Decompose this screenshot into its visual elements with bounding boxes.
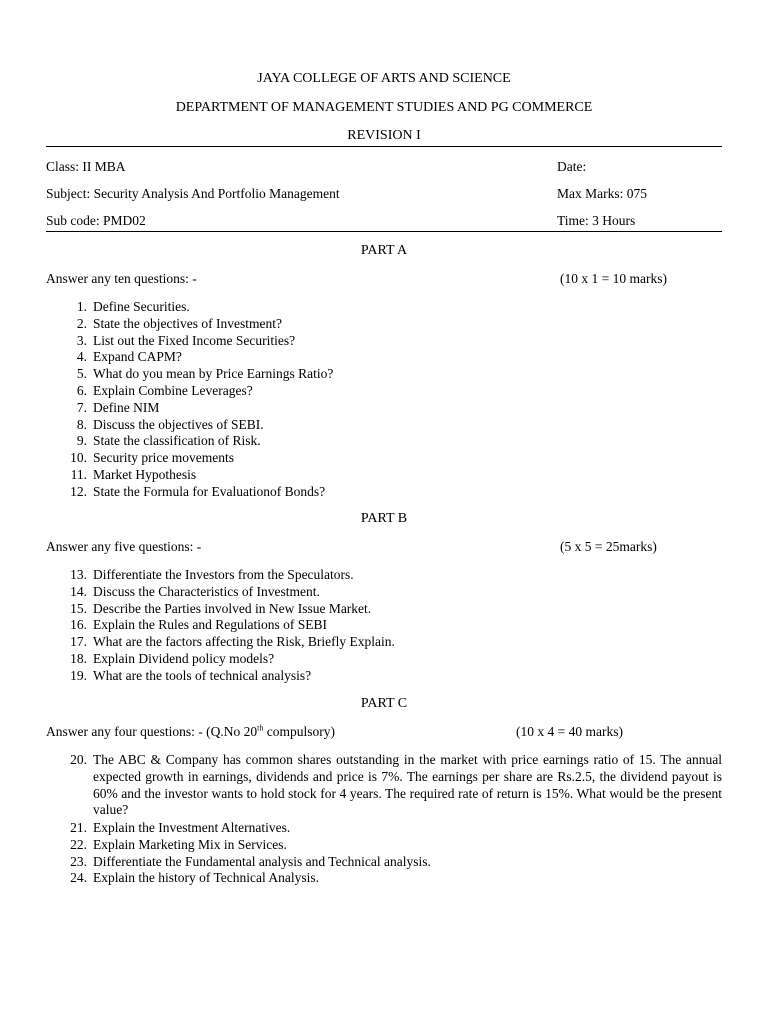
time-label: Time: 3 Hours	[557, 213, 636, 228]
question-text: Explain the history of Technical Analysis.	[93, 870, 320, 886]
question-number: 6.	[76, 382, 87, 398]
question-item	[46, 668, 722, 685]
part-c-title: PART C	[360, 696, 408, 711]
date-label: Date:	[557, 159, 587, 174]
question-text: Differentiate the Fundamental analysis and Technical analysis.	[93, 853, 431, 869]
question-text: State the classification of Risk.	[93, 433, 261, 449]
part-c-instruction	[46, 724, 335, 740]
question-number: 10.	[70, 450, 87, 466]
part-a-marks: (10 x 1 = 10 marks)	[560, 271, 667, 286]
question-item	[46, 299, 722, 316]
question-text: State the Formula for Evaluationof Bonds?	[93, 483, 326, 499]
question-text: Explain the Rules and Regulations of SEBI	[93, 617, 327, 633]
part-a-title: PART A	[360, 243, 408, 258]
question-text: Security price movements	[93, 450, 234, 466]
question-text: What do you mean by Price Earnings Ratio?	[93, 366, 334, 382]
question-text: Explain the Investment Alternatives.	[93, 820, 291, 835]
part-c-question-list	[46, 820, 722, 887]
question-number: 20.	[70, 752, 87, 767]
part-c-marks: (10 x 4 = 40 marks)	[516, 724, 623, 739]
question-item	[46, 400, 722, 417]
question-text: List out the Fixed Income Securities?	[93, 332, 296, 348]
long-question	[46, 752, 722, 819]
question-text: What are the factors affecting the Risk, Briefly Explain.	[93, 634, 395, 650]
question-text: State the objectives of Investment?	[93, 315, 282, 331]
question-item	[46, 467, 722, 484]
question-text: Market Hypothesis	[93, 466, 197, 482]
department-name: DEPARTMENT OF MANAGEMENT STUDIES AND PG COMMERCE	[175, 100, 593, 115]
question-item	[46, 316, 722, 333]
meta-divider	[46, 231, 722, 232]
question-item	[46, 333, 722, 350]
question-text: Explain Marketing Mix in Services.	[93, 836, 287, 852]
question-number: 12.	[70, 483, 87, 499]
question-item	[46, 584, 722, 601]
header-divider	[46, 146, 722, 147]
question-item	[46, 837, 722, 854]
question-number: 11.	[70, 466, 87, 482]
question-number: 23.	[70, 853, 87, 869]
subject-label: Subject: Security Analysis And Portfolio Management	[46, 186, 340, 201]
revision-title: REVISION I	[347, 128, 421, 143]
question-item	[46, 651, 722, 668]
question-item	[46, 870, 722, 887]
question-number: 17.	[70, 634, 87, 650]
part-a-instruction: Answer any ten questions: -	[46, 271, 197, 286]
question-text: Differentiate the Investors from the Speculators.	[93, 567, 354, 582]
class-label: Class: II MBA	[46, 159, 126, 174]
question-number: 15.	[70, 600, 87, 616]
question-text: What are the tools of technical analysis?	[93, 667, 312, 683]
question-text: The ABC & Company has common shares outstanding in the market with price earnings ratio of 15. The annual expected growth in earnings, dividends and price is 7%. The earnings per share are Rs.2.5, the dividend payout is 60% and the investor wants to hold stock for 4 years. The required rate of return is 15%. What would be the present value?	[93, 752, 722, 818]
question-item	[46, 433, 722, 450]
part-c-instruction-post: compulsory)	[266, 724, 335, 739]
question-item	[46, 450, 722, 467]
question-number: 8.	[76, 416, 87, 432]
question-item	[46, 634, 722, 651]
question-number: 1.	[76, 299, 87, 314]
question-text: Explain Dividend policy models?	[93, 650, 275, 666]
college-name: JAYA COLLEGE OF ARTS AND SCIENCE	[257, 71, 511, 86]
max-marks-label: Max Marks: 075	[557, 186, 647, 201]
part-c-instruction-pre: Answer any four questions: - (Q.No 20	[46, 724, 258, 739]
question-item	[46, 366, 722, 383]
question-text: Expand CAPM?	[93, 349, 182, 365]
question-number: 22.	[70, 836, 87, 852]
question-item	[46, 601, 722, 618]
question-item	[46, 820, 722, 837]
part-b-marks: (5 x 5 = 25marks)	[560, 539, 657, 554]
question-item	[46, 854, 722, 871]
question-number: 18.	[70, 650, 87, 666]
sub-code-label: Sub code: PMD02	[46, 213, 146, 228]
question-number: 7.	[76, 399, 87, 415]
question-text: Discuss the Characteristics of Investment.	[93, 583, 320, 599]
question-text: Explain Combine Leverages?	[93, 382, 253, 398]
question-item	[46, 349, 722, 366]
question-number: 3.	[76, 332, 87, 348]
question-number: 24.	[70, 870, 87, 886]
question-number: 5.	[76, 366, 87, 382]
part-b-question-list	[46, 567, 722, 685]
question-item	[46, 567, 722, 584]
question-number: 4.	[76, 349, 87, 365]
question-number: 14.	[70, 583, 87, 599]
question-number: 9.	[76, 433, 87, 449]
question-item	[46, 617, 722, 634]
question-number: 19.	[70, 667, 87, 683]
part-a-question-list	[46, 299, 722, 501]
question-item	[46, 484, 722, 501]
question-text: Describe the Parties involved in New Issue Market.	[93, 600, 372, 616]
question-number: 21.	[70, 820, 87, 835]
question-number: 13.	[70, 567, 87, 582]
question-text: Define Securities.	[93, 299, 190, 314]
question-item	[46, 417, 722, 434]
question-number: 16.	[70, 617, 87, 633]
question-text: Discuss the objectives of SEBI.	[93, 416, 264, 432]
part-c-instruction-sup: th	[257, 723, 264, 733]
question-text: Define NIM	[93, 399, 160, 415]
part-b-title: PART B	[360, 511, 408, 526]
part-b-instruction: Answer any five questions: -	[46, 539, 202, 554]
question-item	[46, 383, 722, 400]
question-number: 2.	[76, 315, 87, 331]
